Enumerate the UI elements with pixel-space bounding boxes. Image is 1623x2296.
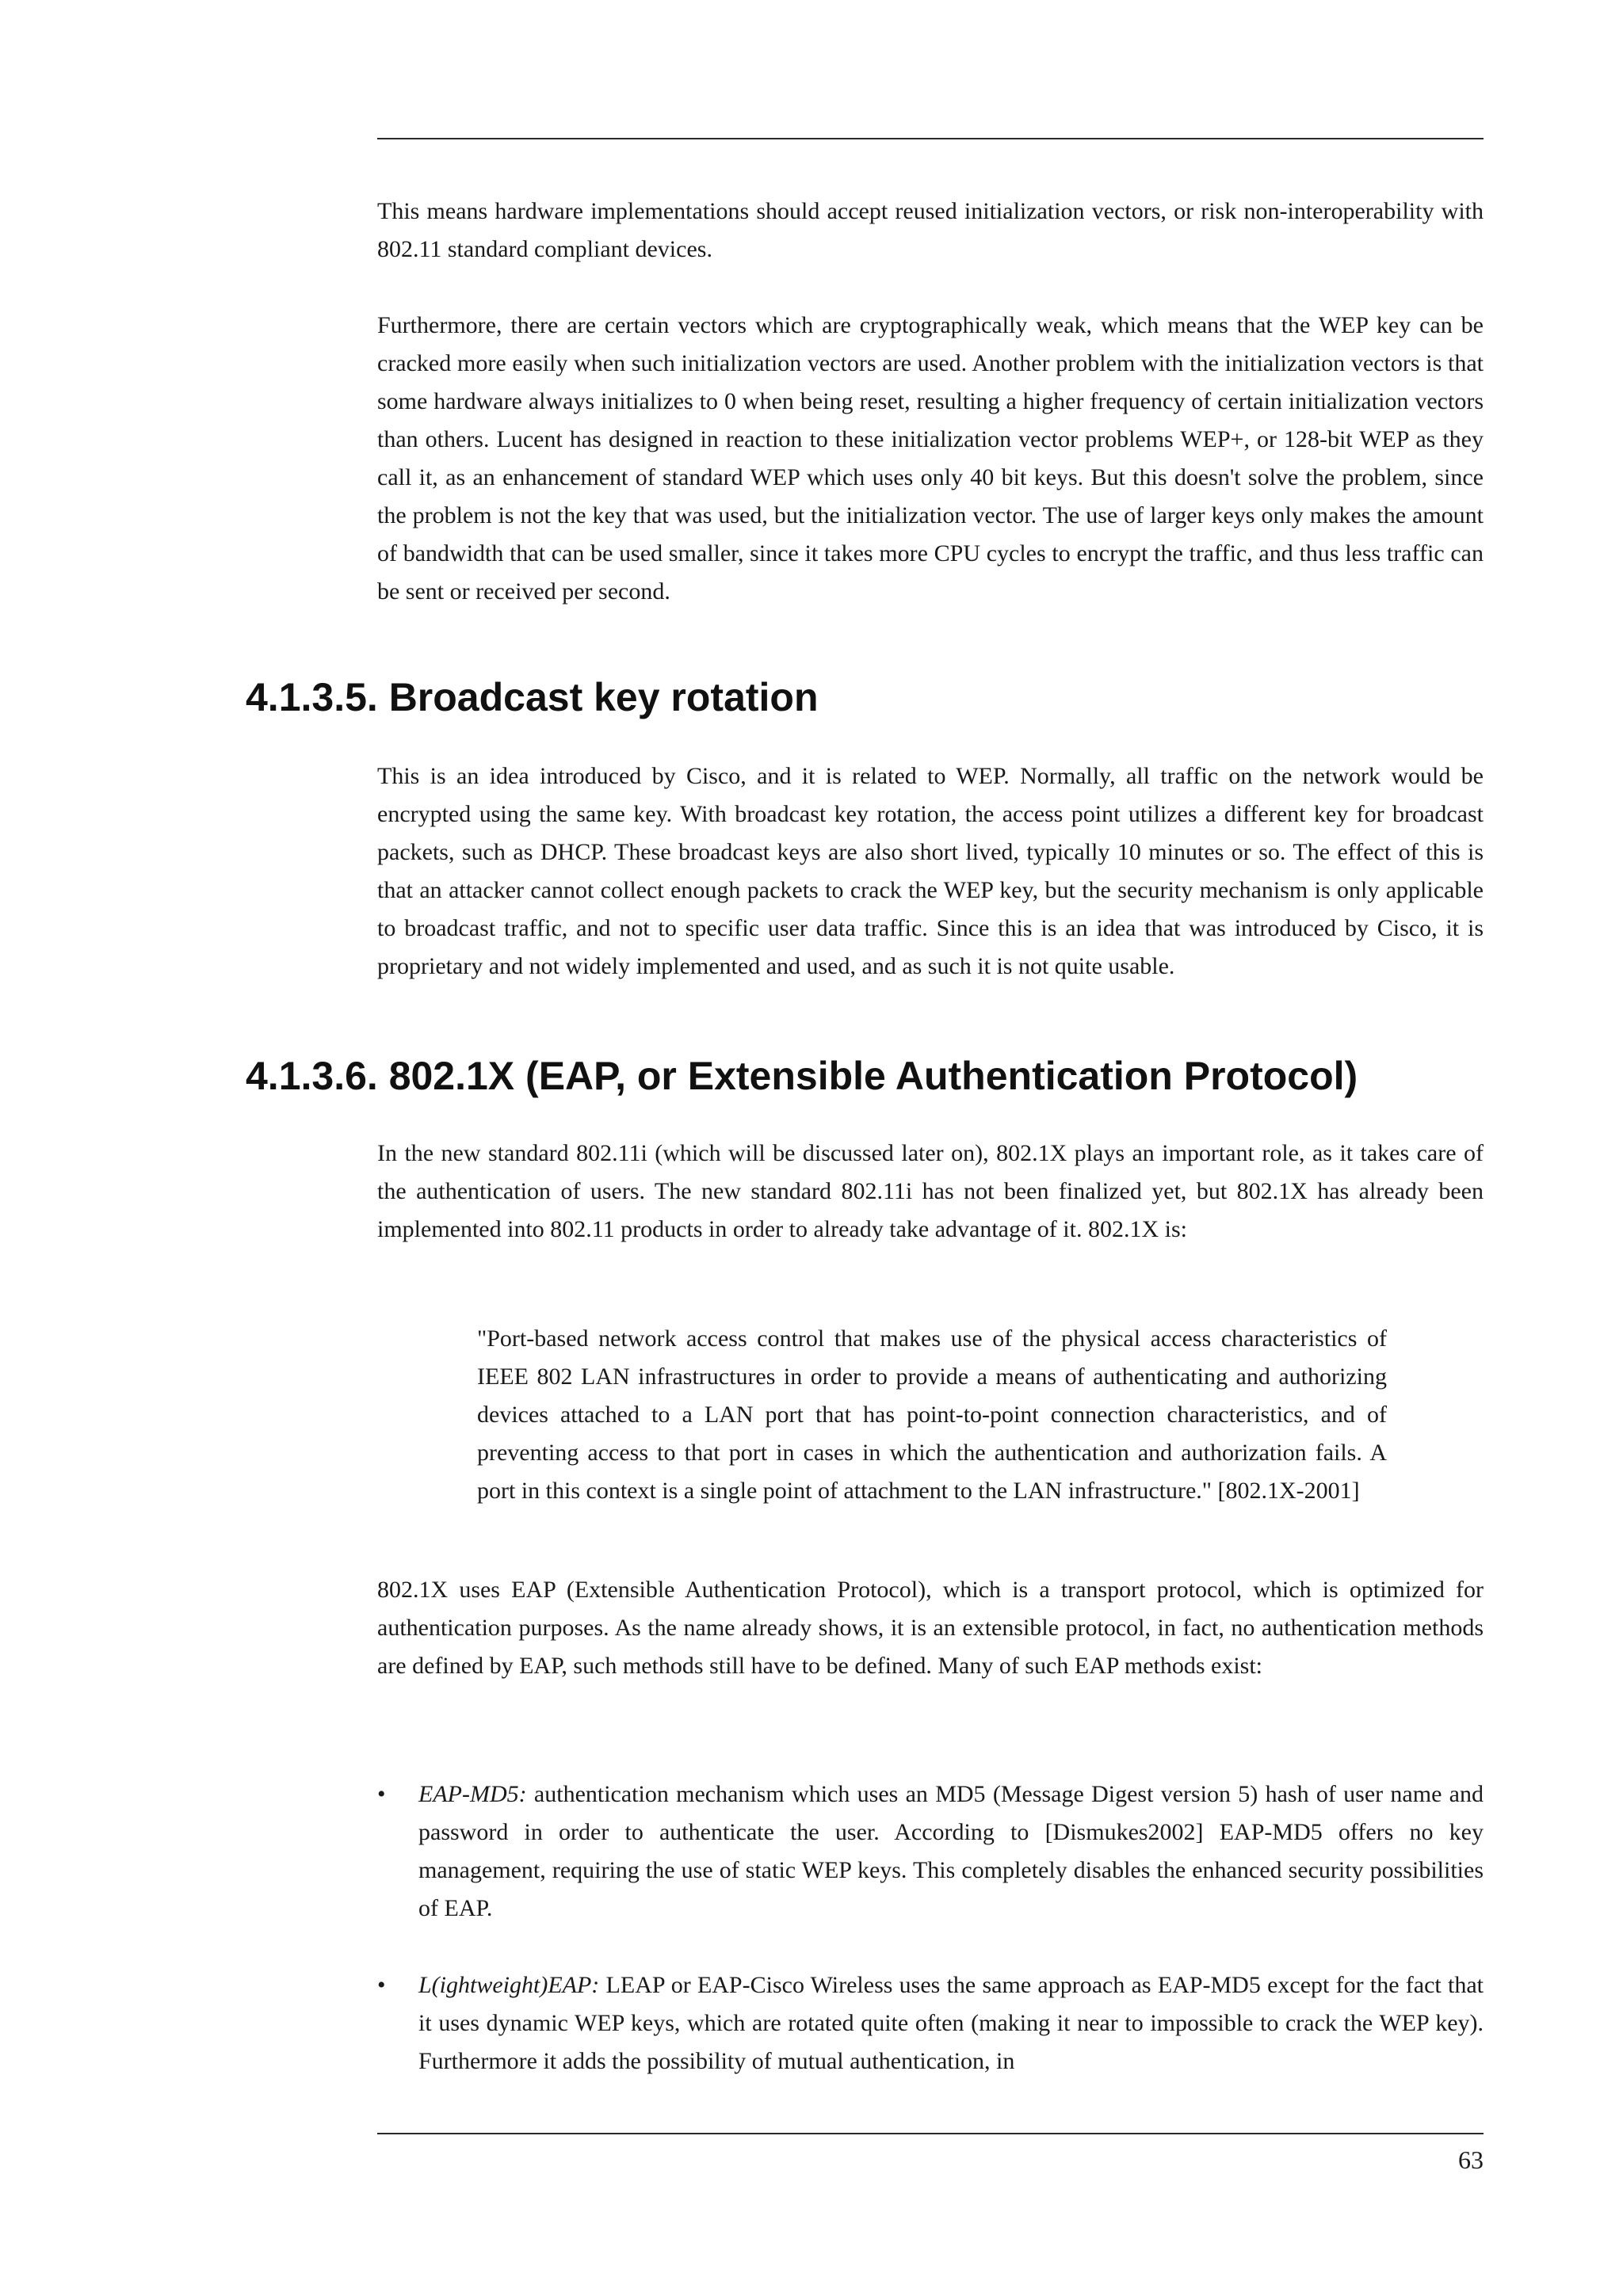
paragraph-8021x-intro: In the new standard 802.11i (which will be discussed later on), 802.1X plays an important role, as it takes care of the authentication of users. The new standard 802.11i has not been finalized yet, but 802.1X has already been implemented into 802.11 products in order to already take advantage of it. 802.1X is: [377,1140,1484,1242]
list-item-description: authentication mechanism which uses an MD5 (Message Digest version 5) hash of user name and password in order to authenticate the user. According to [Dismukes2002] EAP-MD5 offers no key management, requiring the use of static WEP keys. This completely disables the enhanced security possibilities of EAP. [418,1781,1484,1921]
paragraph-weak-vectors: Furthermore, there are certain vectors which are cryptographically weak, which means that the WEP key can be cracked more easily when such initialization vectors are used. Another problem with the initialization vectors is that some hardware always initializes to 0 when being reset, resulting a higher frequency of certain initialization vectors than others. Lucent has designed in reaction to these initialization vector problems WEP+, or 128-bit WEP as they call it, as an enhancement of standard WEP which uses only 40 bit keys. But this doesn't solve the problem, since the problem is not the key that was used, but the initialization vector. The use of larger keys only makes the amount of bandwidth that can be used smaller, since it takes more CPU cycles to encrypt the traffic, and thus less traffic can be sent or received per second. [377,312,1484,605]
paragraph-iv-reuse: This means hardware implementations should accept reused initialization vectors, or risk non-interoperability with 802.11 standard compliant devices. [377,198,1484,262]
list-item-text [418,1775,1484,1928]
list-item-leap [377,1966,1484,2081]
list-item-text [418,1966,1484,2081]
footer-rule [377,2133,1484,2134]
header-rule [377,138,1484,139]
paragraph-eap-overview: 802.1X uses EAP (Extensible Authentication Protocol), which is a transport protocol, which is optimized for authentication purposes. As the name already shows, it is an extensible protocol, in fact, no authentication methods are defined by EAP, such methods still have to be defined. Many of such EAP methods exist: [377,1577,1484,1679]
section-heading-broadcast-key-rotation: 4.1.3.5. Broadcast key rotation [246,675,819,719]
list-item-term: EAP-MD5: [418,1781,527,1807]
list-item-description: LEAP or EAP-Cisco Wireless uses the same approach as EAP-MD5 except for the fact that it uses dynamic WEP keys, which are rotated quite often (making it near to impossible to crack the WEP key). Furthermore it adds the possibility of mutual authentication, in [418,1972,1484,2074]
paragraph-broadcast-key-rotation: This is an idea introduced by Cisco, and it is related to WEP. Normally, all traffic on the network would be encrypted using the same key. With broadcast key rotation, the access point utilizes a different key for broadcast packets, such as DHCP. These broadcast keys are also short lived, typically 10 minutes or so. The effect of this is that an attacker cannot collect enough packets to crack the WEP key, but the security mechanism is only applicable to broadcast traffic, and not to specific user data traffic. Since this is an idea that was introduced by Cisco, it is proprietary and not widely implemented and used, and as such it is not quite usable. [377,763,1484,979]
list-item-eap-md5 [377,1775,1484,1928]
page-number: 63 [1458,2145,1484,2174]
section-heading-8021x: 4.1.3.6. 802.1X (EAP, or Extensible Authentication Protocol) [246,1054,1358,1098]
list-item-term: L(ightweight)EAP: [418,1972,600,1998]
bullet-marker: • [377,1781,386,1807]
block-quote-8021x-definition: "Port-based network access control that makes use of the physical access characteristics of IEEE 802 LAN infrastructures in order to provide a means of authenticating and authorizing devices attached to a LAN port that has point-to-point connection characteristics, and of preventing access to that port in cases in which the authentication and authorization fails. A port in this context is a single point of attachment to the LAN infrastructure." [802.1X-2001] [477,1325,1387,1504]
bullet-marker: • [377,1972,386,1998]
